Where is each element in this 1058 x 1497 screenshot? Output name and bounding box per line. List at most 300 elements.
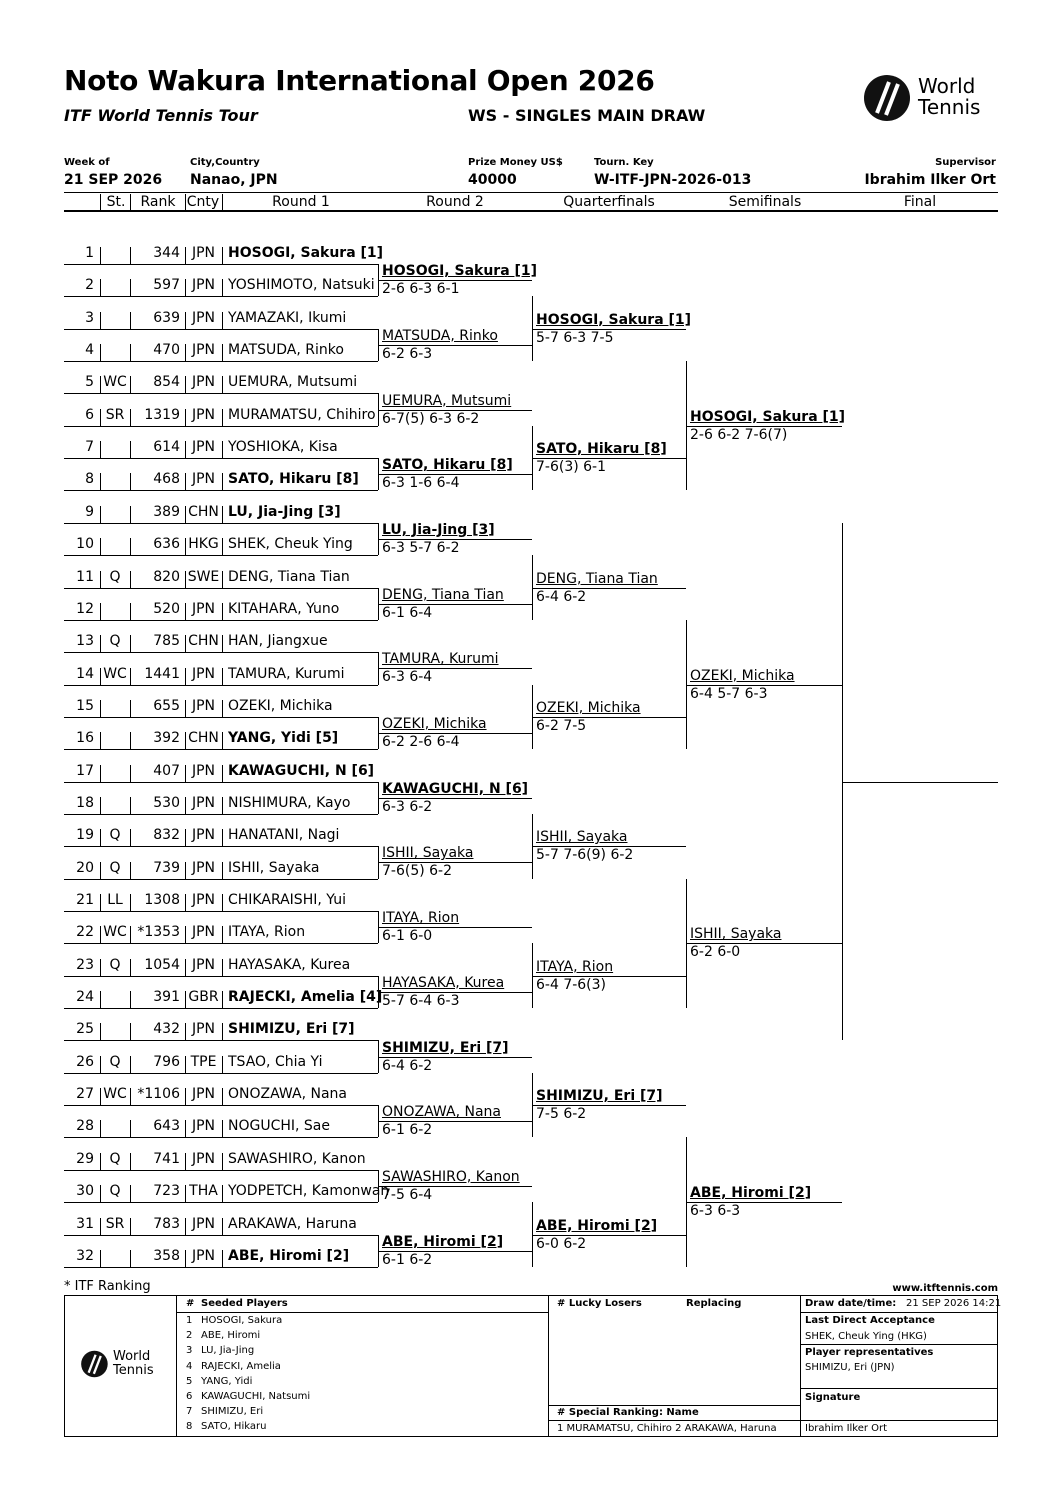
row-divider xyxy=(100,668,101,685)
player-rank: 432 xyxy=(153,1021,180,1038)
player-country: JPN xyxy=(191,956,216,973)
match-winner: HOSOGI, Sakura [1] xyxy=(536,311,692,328)
player-line xyxy=(64,846,378,847)
player-line xyxy=(64,458,378,459)
row-divider xyxy=(130,247,131,264)
entry-status: WC xyxy=(103,665,127,682)
match-score: 7-5 6-4 xyxy=(382,1186,433,1203)
match-score: 2-6 6-3 6-1 xyxy=(382,281,460,298)
draw-number: 25 xyxy=(76,1021,94,1038)
player-rank: 820 xyxy=(153,568,180,585)
player-name: OZEKI, Michika xyxy=(228,697,333,714)
player-line xyxy=(64,1267,378,1268)
player-country: SWE xyxy=(187,568,220,585)
player-name: YOSHIOKA, Kisa xyxy=(228,439,338,456)
player-line xyxy=(64,490,378,491)
match-score: 6-4 6-2 xyxy=(536,588,587,605)
draw-number: 24 xyxy=(76,989,94,1006)
row-divider xyxy=(222,668,223,685)
footer-logo-icon xyxy=(80,1349,110,1379)
week-label: Week of xyxy=(64,157,110,168)
draw-number: 6 xyxy=(85,406,94,423)
draw-number: 3 xyxy=(85,309,94,326)
match-winner: OZEKI, Michika xyxy=(690,667,795,684)
match-winner: HOSOGI, Sakura [1] xyxy=(382,263,538,280)
row-divider xyxy=(185,279,186,296)
world-tennis-logo-icon xyxy=(862,73,914,123)
fr-rule xyxy=(800,1420,998,1421)
player-name: CHIKARAISHI, Yui xyxy=(228,892,346,908)
row-divider xyxy=(130,441,131,458)
row-divider xyxy=(130,635,131,652)
player-line xyxy=(64,1170,378,1171)
match-winner: KAWAGUCHI, N [6] xyxy=(382,780,529,797)
row-divider xyxy=(185,959,186,976)
row-divider xyxy=(185,571,186,588)
footer-logo-text-world: World xyxy=(113,1349,151,1364)
draw-number: 29 xyxy=(76,1150,94,1167)
col-round1: Round 1 xyxy=(272,194,330,210)
player-rank: 358 xyxy=(153,1247,180,1264)
row-divider xyxy=(130,732,131,749)
row-divider xyxy=(185,991,186,1008)
seed-name: SHIMIZU, Eri xyxy=(201,1406,264,1418)
match-winner: ITAYA, Rion xyxy=(536,958,614,975)
draw-number: 14 xyxy=(76,665,94,682)
city-label: City,Country xyxy=(190,157,260,168)
match-winner: ISHII, Sayaka xyxy=(690,926,782,943)
row-divider xyxy=(100,571,101,588)
row-divider xyxy=(185,1056,186,1073)
row-divider xyxy=(185,1218,186,1235)
draw-number: 31 xyxy=(76,1215,94,1232)
match-score: 6-4 6-2 xyxy=(382,1057,433,1074)
match-winner: ABE, Hiromi [2] xyxy=(536,1217,658,1234)
row-divider xyxy=(222,732,223,749)
player-name: HOSOGI, Sakura [1] xyxy=(228,245,384,261)
row-divider xyxy=(130,1185,131,1202)
row-divider xyxy=(100,1218,101,1235)
row-divider xyxy=(222,700,223,717)
row-divider xyxy=(100,765,101,782)
match-winner: HOSOGI, Sakura [1] xyxy=(690,408,846,425)
row-divider xyxy=(222,344,223,361)
draw-number: 9 xyxy=(85,503,94,520)
player-line xyxy=(64,943,378,944)
reps-label: Player representatives xyxy=(805,1347,934,1358)
seed-number: 2 xyxy=(186,1330,193,1342)
entry-status: Q xyxy=(109,568,121,585)
page-title: Noto Wakura International Open 2026 xyxy=(64,64,655,97)
match-winner: SHIMIZU, Eri [7] xyxy=(382,1039,509,1056)
player-country: JPN xyxy=(191,1086,216,1103)
player-line xyxy=(64,814,378,815)
row-divider xyxy=(185,1153,186,1170)
match-score: 6-0 6-2 xyxy=(536,1235,587,1252)
match-score: 6-2 6-3 xyxy=(382,345,433,362)
row-divider xyxy=(222,409,223,426)
draw-number: 32 xyxy=(76,1247,94,1264)
row-divider xyxy=(100,603,101,620)
match-winner: LU, Jia-Jing [3] xyxy=(382,521,495,538)
row-divider xyxy=(185,765,186,782)
match-score: 5-7 6-3 7-5 xyxy=(536,329,614,346)
footer-divider xyxy=(548,1295,549,1437)
row-divider xyxy=(222,473,223,490)
row-divider xyxy=(100,991,101,1008)
player-rank: 639 xyxy=(153,309,180,326)
draw-number: 23 xyxy=(76,956,94,973)
player-line xyxy=(64,911,378,912)
player-name: YANG, Yidi [5] xyxy=(228,730,339,747)
row-divider xyxy=(185,312,186,329)
col-rank: Rank xyxy=(140,194,176,210)
signature-value: Ibrahim Ilker Ort xyxy=(805,1423,888,1434)
draw-number: 5 xyxy=(85,374,94,391)
draw-number: 4 xyxy=(85,342,94,359)
player-name: MURAMATSU, Chihiro xyxy=(228,406,376,423)
player-name: NISHIMURA, Kayo xyxy=(228,794,351,811)
lucky-losers-title: # Lucky Losers xyxy=(557,1298,642,1309)
match-score: 6-2 6-0 xyxy=(690,944,741,961)
player-name: SATO, Hikaru [8] xyxy=(228,471,359,488)
row-divider xyxy=(185,926,186,943)
row-divider xyxy=(222,991,223,1008)
match-score: 6-1 6-0 xyxy=(382,928,433,945)
player-line xyxy=(64,555,378,556)
match-score: 6-2 2-6 6-4 xyxy=(382,734,460,751)
row-divider xyxy=(185,732,186,749)
city-value: Nanao, JPN xyxy=(190,172,278,188)
fr-rule xyxy=(800,1388,998,1389)
row-divider xyxy=(100,894,101,911)
player-rank: 785 xyxy=(153,633,180,650)
reps-value: SHIMIZU, Eri (JPN) xyxy=(805,1362,895,1373)
player-line xyxy=(64,361,378,362)
seed-number: 7 xyxy=(186,1406,193,1418)
row-divider xyxy=(100,344,101,361)
match-score: 6-4 7-6(3) xyxy=(536,976,607,993)
entry-status: Q xyxy=(109,633,121,650)
player-rank: 470 xyxy=(153,342,180,359)
draw-number: 1 xyxy=(85,245,94,261)
row-divider xyxy=(100,247,101,264)
player-line xyxy=(64,426,378,427)
final-line xyxy=(842,782,998,783)
row-divider xyxy=(222,635,223,652)
draw-number: 8 xyxy=(85,471,94,488)
player-rank: 832 xyxy=(153,827,180,844)
seed-number: 6 xyxy=(186,1391,193,1402)
tour-name: ITF World Tennis Tour xyxy=(64,106,258,125)
col-st: St. xyxy=(106,194,126,210)
player-line xyxy=(64,1073,378,1074)
row-divider xyxy=(100,959,101,976)
match-winner: ISHII, Sayaka xyxy=(536,829,628,846)
player-rank: 614 xyxy=(153,439,180,456)
row-divider xyxy=(185,1120,186,1137)
match-winner: MATSUDA, Rinko xyxy=(382,327,498,344)
row-divider xyxy=(130,991,131,1008)
col-cnty: Cnty xyxy=(186,194,220,210)
row-divider xyxy=(185,409,186,426)
player-country: JPN xyxy=(191,762,216,779)
player-country: CHN xyxy=(188,503,219,520)
footer-logo-text-tennis: Tennis xyxy=(113,1363,154,1378)
player-name: DENG, Tiana Tian xyxy=(228,568,350,585)
player-line xyxy=(64,879,378,880)
player-line xyxy=(64,1008,378,1009)
draw-number: 28 xyxy=(76,1118,94,1135)
row-divider xyxy=(222,797,223,814)
player-rank: 739 xyxy=(153,859,180,876)
seed-name: HOSOGI, Sakura xyxy=(201,1315,283,1326)
match-winner: ONOZAWA, Nana xyxy=(382,1104,501,1121)
player-country: JPN xyxy=(191,794,216,811)
match-winner: ABE, Hiromi [2] xyxy=(690,1185,812,1202)
row-divider xyxy=(222,376,223,393)
row-divider xyxy=(185,797,186,814)
row-divider xyxy=(185,506,186,523)
player-line xyxy=(64,976,378,977)
match-winner: ABE, Hiromi [2] xyxy=(382,1233,504,1250)
player-name: SHIMIZU, Eri [7] xyxy=(228,1021,355,1038)
match-winner: UEMURA, Mutsumi xyxy=(382,392,512,409)
draw-number: 13 xyxy=(76,633,94,650)
row-divider xyxy=(185,376,186,393)
player-name: HAYASAKA, Kurea xyxy=(228,956,351,973)
seed-number: 8 xyxy=(186,1421,193,1433)
row-divider xyxy=(130,926,131,943)
player-rank: 741 xyxy=(153,1150,180,1167)
player-rank: 854 xyxy=(153,374,180,391)
sr-rule xyxy=(548,1405,800,1406)
player-line xyxy=(64,749,378,750)
row-divider xyxy=(222,862,223,879)
player-line xyxy=(64,1202,378,1203)
match-winner: OZEKI, Michika xyxy=(382,716,487,733)
row-divider xyxy=(130,1120,131,1137)
seed-name: LU, Jia-Jing xyxy=(201,1345,255,1357)
draw-number: 18 xyxy=(76,794,94,811)
match-score: 6-3 5-7 6-2 xyxy=(382,539,460,556)
row-divider xyxy=(100,376,101,393)
entry-status: SR xyxy=(105,406,125,423)
row-divider xyxy=(100,700,101,717)
row-divider xyxy=(130,797,131,814)
player-country: JPN xyxy=(191,1215,216,1232)
match-winner: OZEKI, Michika xyxy=(536,699,641,716)
draw-number: 30 xyxy=(76,1183,94,1200)
player-rank: *1353 xyxy=(137,924,180,941)
tournament-key-value: W-ITF-JPN-2026-013 xyxy=(594,172,752,188)
match-winner: DENG, Tiana Tian xyxy=(536,570,658,587)
draw-number: 27 xyxy=(76,1086,94,1103)
row-divider xyxy=(130,668,131,685)
row-divider xyxy=(100,862,101,879)
player-name: NOGUCHI, Sae xyxy=(228,1118,330,1135)
row-divider xyxy=(222,312,223,329)
row-divider xyxy=(130,1218,131,1235)
row-divider xyxy=(130,312,131,329)
sr-rule-2 xyxy=(548,1420,800,1421)
player-rank: 636 xyxy=(153,536,180,553)
row-divider xyxy=(100,1250,101,1267)
row-divider xyxy=(100,797,101,814)
row-divider xyxy=(185,1023,186,1040)
col-divider xyxy=(222,194,223,210)
row-divider xyxy=(185,668,186,685)
draw-number: 17 xyxy=(76,762,94,779)
footer-world-tennis-logo xyxy=(80,1349,160,1379)
player-name: SHEK, Cheuk Ying xyxy=(228,536,353,553)
entry-status: Q xyxy=(109,956,121,973)
match-score: 6-1 6-4 xyxy=(382,604,433,621)
entry-status: WC xyxy=(103,924,127,941)
player-name: KAWAGUCHI, N [6] xyxy=(228,762,375,779)
player-rank: *1106 xyxy=(137,1086,180,1103)
match-winner: SAWASHIRO, Kanon xyxy=(382,1168,520,1185)
entry-status: SR xyxy=(105,1215,125,1232)
replacing-title: Replacing xyxy=(686,1298,742,1309)
entry-status: Q xyxy=(109,1053,121,1070)
row-divider xyxy=(130,376,131,393)
match-score: 6-3 1-6 6-4 xyxy=(382,475,460,492)
row-divider xyxy=(185,635,186,652)
seed-name: YANG, Yidi xyxy=(201,1375,253,1387)
match-score: 6-3 6-4 xyxy=(382,669,433,686)
match-winner: ITAYA, Rion xyxy=(382,910,460,927)
row-divider xyxy=(185,473,186,490)
special-ranking-title: # Special Ranking: Name xyxy=(557,1407,699,1418)
player-name: RAJECKI, Amelia [4] xyxy=(228,989,383,1006)
player-country: JPN xyxy=(191,600,216,617)
player-name: UEMURA, Mutsumi xyxy=(228,374,358,391)
draw-number: 12 xyxy=(76,600,94,617)
player-country: JPN xyxy=(191,697,216,714)
col-round2: Round 2 xyxy=(426,194,484,210)
player-rank: 392 xyxy=(153,730,180,747)
player-country: JPN xyxy=(191,1118,216,1135)
row-divider xyxy=(185,538,186,555)
match-winner: SATO, Hikaru [8] xyxy=(382,457,513,474)
player-country: JPN xyxy=(191,277,216,294)
row-divider xyxy=(222,1023,223,1040)
player-country: JPN xyxy=(191,1247,216,1264)
match-score: 6-1 6-2 xyxy=(382,1122,433,1139)
row-divider xyxy=(222,538,223,555)
row-divider xyxy=(130,862,131,879)
player-line xyxy=(64,1040,378,1041)
row-divider xyxy=(185,829,186,846)
row-divider xyxy=(130,1023,131,1040)
row-divider xyxy=(100,279,101,296)
draw-name: WS - SINGLES MAIN DRAW xyxy=(468,106,706,125)
player-rank: 468 xyxy=(153,471,180,488)
row-divider xyxy=(100,1023,101,1040)
match-score: 6-3 6-2 xyxy=(382,798,433,815)
row-divider xyxy=(222,829,223,846)
player-country: JPN xyxy=(191,471,216,488)
draw-number: 21 xyxy=(76,892,94,908)
player-name: KITAHARA, Yuno xyxy=(228,600,340,617)
player-name: HANATANI, Nagi xyxy=(228,827,340,844)
player-line xyxy=(64,782,378,783)
player-country: JPN xyxy=(191,827,216,844)
row-divider xyxy=(100,1056,101,1073)
footer-divider xyxy=(800,1295,801,1437)
player-name: ONOZAWA, Nana xyxy=(228,1086,347,1103)
website: www.itftennis.com xyxy=(892,1283,998,1294)
player-rank: 655 xyxy=(153,697,180,714)
entry-status: Q xyxy=(109,859,121,876)
draw-date-label: Draw date/time: xyxy=(805,1298,897,1309)
player-country: TPE xyxy=(190,1053,217,1070)
seed-name: RAJECKI, Amelia xyxy=(201,1360,281,1372)
row-divider xyxy=(130,700,131,717)
match-score: 2-6 6-2 7-6(7) xyxy=(690,426,788,443)
player-name: ITAYA, Rion xyxy=(228,924,306,941)
seeded-title: Seeded Players xyxy=(201,1298,288,1309)
row-divider xyxy=(222,247,223,264)
row-divider xyxy=(222,279,223,296)
row-divider xyxy=(130,1153,131,1170)
player-line xyxy=(64,620,378,621)
row-divider xyxy=(222,1120,223,1137)
row-divider xyxy=(130,571,131,588)
player-rank: 796 xyxy=(153,1053,180,1070)
footer-divider xyxy=(176,1295,177,1437)
special-ranking-list: 1 MURAMATSU, Chihiro 2 ARAKAWA, Haruna xyxy=(557,1423,777,1434)
world-tennis-logo xyxy=(862,73,998,123)
seed-number: 4 xyxy=(186,1360,193,1372)
row-divider xyxy=(222,1056,223,1073)
row-divider xyxy=(100,635,101,652)
row-divider xyxy=(222,959,223,976)
draw-number: 11 xyxy=(76,568,94,585)
player-rank: 389 xyxy=(153,503,180,520)
player-rank: 391 xyxy=(153,989,180,1006)
row-divider xyxy=(185,1088,186,1105)
seeded-rule xyxy=(176,1312,548,1313)
row-divider xyxy=(185,247,186,264)
player-country: JPN xyxy=(191,1150,216,1167)
player-country: JPN xyxy=(191,406,216,423)
row-divider xyxy=(185,700,186,717)
supervisor-value: Ibrahim Ilker Ort xyxy=(864,172,996,188)
row-divider xyxy=(100,1088,101,1105)
player-line xyxy=(64,588,378,589)
row-divider xyxy=(130,409,131,426)
col-quarterfinals: Quarterfinals xyxy=(563,194,655,210)
row-divider xyxy=(185,894,186,911)
player-country: HKG xyxy=(188,536,219,553)
player-name: YAMAZAKI, Ikumi xyxy=(228,309,347,326)
match-score: 7-5 6-2 xyxy=(536,1106,587,1123)
player-name: YOSHIMOTO, Natsuki xyxy=(228,277,375,294)
player-name: HAN, Jiangxue xyxy=(228,633,328,650)
player-name: SAWASHIRO, Kanon xyxy=(228,1150,366,1167)
row-divider xyxy=(130,959,131,976)
player-name: ABE, Hiromi [2] xyxy=(228,1247,350,1264)
row-divider xyxy=(100,829,101,846)
draw-number: 22 xyxy=(76,924,94,941)
match-score: 7-6(5) 6-2 xyxy=(382,863,453,880)
player-line xyxy=(64,1137,378,1138)
col-final: Final xyxy=(903,194,937,210)
draw-number: 2 xyxy=(85,277,94,294)
player-rank: 407 xyxy=(153,762,180,779)
